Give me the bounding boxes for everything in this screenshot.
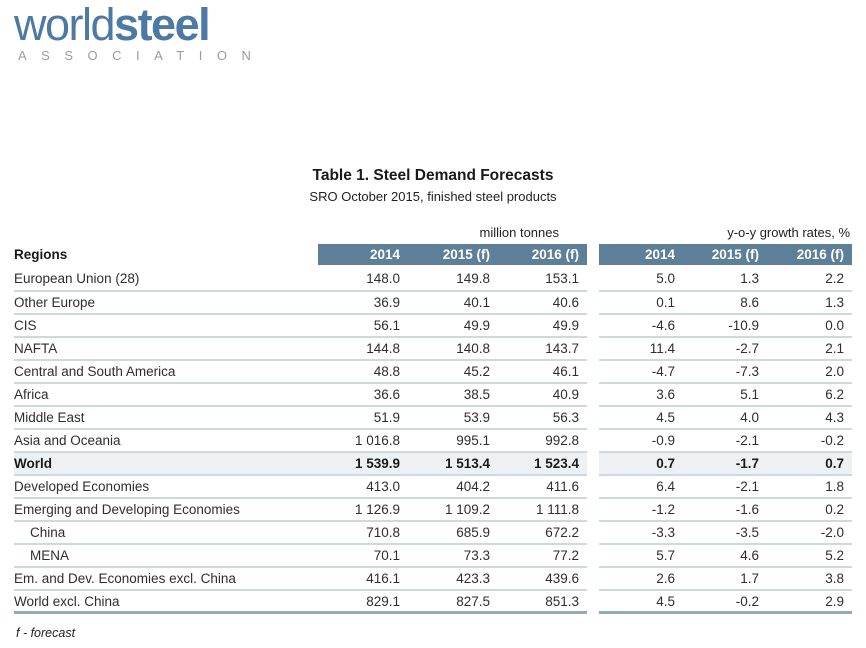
tonnes-value-cell: 51.9 [318, 407, 408, 430]
tonnes-value-cell: 1 109.2 [408, 499, 498, 522]
region-cell: MENA [14, 545, 318, 568]
growth-value-cell: 4.6 [683, 545, 767, 568]
logo-association-text: ASSOCIATION [18, 48, 266, 63]
growth-value-cell: 0.7 [599, 453, 683, 476]
tonnes-value-cell: 827.5 [408, 591, 498, 614]
tonnes-value-cell: 49.9 [498, 315, 587, 338]
tonnes-value-cell: 1 539.9 [318, 453, 408, 476]
region-cell: World excl. China [14, 591, 318, 614]
table-row [14, 265, 852, 292]
gap-cell [587, 223, 599, 244]
growth-value-cell: -1.7 [683, 453, 767, 476]
col-header-tonnes-2016f: 2016 (f) [498, 244, 587, 265]
tonnes-value-cell: 38.5 [408, 384, 498, 407]
logo-wordmark [14, 0, 265, 50]
col-header-growth-2016f: 2016 (f) [767, 244, 852, 265]
tonnes-value-cell: 148.0 [318, 265, 408, 292]
gap-cell [587, 244, 599, 265]
growth-value-cell: 0.1 [599, 292, 683, 315]
tonnes-value-cell: 49.9 [408, 315, 498, 338]
growth-value-cell: -1.6 [683, 499, 767, 522]
table-row [14, 568, 852, 591]
gap-cell [587, 499, 599, 522]
table-row [14, 407, 852, 430]
region-cell: Em. and Dev. Economies excl. China [14, 568, 318, 591]
tonnes-value-cell: 56.3 [498, 407, 587, 430]
tonnes-value-cell: 1 126.9 [318, 499, 408, 522]
tonnes-value-cell: 1 016.8 [318, 430, 408, 453]
col-header-tonnes-2015f: 2015 (f) [408, 244, 498, 265]
growth-value-cell: 3.6 [599, 384, 683, 407]
tonnes-value-cell: 672.2 [498, 522, 587, 545]
region-cell: Developed Economies [14, 476, 318, 499]
tonnes-value-cell: 40.1 [408, 292, 498, 315]
growth-value-cell: -1.2 [599, 499, 683, 522]
table-row [14, 522, 852, 545]
region-cell: Africa [14, 384, 318, 407]
growth-value-cell: 5.2 [767, 545, 852, 568]
region-cell: Central and South America [14, 361, 318, 384]
table-title: Table 1. Steel Demand Forecasts [312, 167, 554, 184]
table-row [14, 499, 852, 522]
region-cell: European Union (28) [14, 265, 318, 292]
spacer-cell [14, 223, 318, 244]
table-row [14, 430, 852, 453]
logo-word-steel: steel [114, 0, 210, 50]
col-header-growth-2014: 2014 [599, 244, 683, 265]
gap-cell [587, 522, 599, 545]
growth-value-cell: 2.1 [767, 338, 852, 361]
unit-label-growth-rates: y-o-y growth rates, % [727, 225, 851, 240]
tonnes-value-cell: 70.1 [318, 545, 408, 568]
tonnes-value-cell: 40.9 [498, 384, 587, 407]
tonnes-value-cell: 1 523.4 [498, 453, 587, 476]
tonnes-value-cell: 710.8 [318, 522, 408, 545]
gap-cell [587, 315, 599, 338]
growth-value-cell: 4.0 [683, 407, 767, 430]
region-cell: NAFTA [14, 338, 318, 361]
table-row [14, 338, 852, 361]
table-row [14, 315, 852, 338]
growth-value-cell: -2.0 [767, 522, 852, 545]
tonnes-value-cell: 48.8 [318, 361, 408, 384]
growth-value-cell: -2.1 [683, 476, 767, 499]
column-header-row [14, 244, 852, 265]
table-row [14, 361, 852, 384]
tonnes-value-cell: 992.8 [498, 430, 587, 453]
gap-cell [587, 407, 599, 430]
growth-value-cell: 6.2 [767, 384, 852, 407]
growth-value-cell: 8.6 [683, 292, 767, 315]
col-header-tonnes-2014: 2014 [318, 244, 408, 265]
growth-value-cell: -0.9 [599, 430, 683, 453]
region-cell: China [14, 522, 318, 545]
growth-value-cell: 1.7 [683, 568, 767, 591]
tonnes-value-cell: 144.8 [318, 338, 408, 361]
tonnes-value-cell: 73.3 [408, 545, 498, 568]
logo-word-world: world [14, 0, 115, 50]
growth-value-cell: -0.2 [683, 591, 767, 614]
growth-value-cell: 11.4 [599, 338, 683, 361]
tonnes-value-cell: 46.1 [498, 361, 587, 384]
growth-value-cell: 2.9 [767, 591, 852, 614]
growth-value-cell: -4.7 [599, 361, 683, 384]
growth-value-cell: 0.2 [767, 499, 852, 522]
growth-value-cell: 1.8 [767, 476, 852, 499]
growth-value-cell: -3.3 [599, 522, 683, 545]
tonnes-value-cell: 36.6 [318, 384, 408, 407]
tonnes-value-cell: 36.9 [318, 292, 408, 315]
gap-cell [587, 265, 599, 292]
growth-value-cell: -2.1 [683, 430, 767, 453]
tonnes-value-cell: 143.7 [498, 338, 587, 361]
tonnes-value-cell: 413.0 [318, 476, 408, 499]
gap-cell [587, 292, 599, 315]
growth-value-cell: 6.4 [599, 476, 683, 499]
tonnes-value-cell: 1 513.4 [408, 453, 498, 476]
region-cell: CIS [14, 315, 318, 338]
growth-value-cell: 1.3 [767, 292, 852, 315]
growth-value-cell: 0.0 [767, 315, 852, 338]
growth-value-cell: 4.3 [767, 407, 852, 430]
unit-header-row [14, 223, 852, 244]
region-cell: Other Europe [14, 292, 318, 315]
table-body [14, 265, 852, 614]
growth-value-cell: -2.7 [683, 338, 767, 361]
growth-value-cell: -0.2 [767, 430, 852, 453]
growth-value-cell: 2.6 [599, 568, 683, 591]
region-cell: Emerging and Developing Economies [14, 499, 318, 522]
region-cell: World [14, 453, 318, 476]
gap-cell [587, 453, 599, 476]
table-row [14, 292, 852, 315]
regions-header: Regions [14, 244, 318, 265]
tonnes-value-cell: 423.3 [408, 568, 498, 591]
worldsteel-logo [14, 2, 265, 63]
growth-value-cell: -4.6 [599, 315, 683, 338]
title-block [14, 167, 852, 204]
gap-cell [587, 361, 599, 384]
region-cell: Middle East [14, 407, 318, 430]
forecast-footnote: f - forecast [16, 626, 76, 640]
gap-cell [587, 545, 599, 568]
tonnes-value-cell: 829.1 [318, 591, 408, 614]
growth-value-cell: 2.0 [767, 361, 852, 384]
gap-cell [587, 430, 599, 453]
col-header-growth-2015f: 2015 (f) [683, 244, 767, 265]
growth-value-cell: 1.3 [683, 265, 767, 292]
growth-value-cell: 5.7 [599, 545, 683, 568]
growth-value-cell: 4.5 [599, 591, 683, 614]
steel-demand-table [14, 223, 852, 614]
table-row [14, 384, 852, 407]
tonnes-value-cell: 140.8 [408, 338, 498, 361]
growth-value-cell: -10.9 [683, 315, 767, 338]
tonnes-value-cell: 40.6 [498, 292, 587, 315]
tonnes-value-cell: 77.2 [498, 545, 587, 568]
unit-label-million-tonnes: million tonnes [479, 225, 560, 240]
growth-value-cell: -7.3 [683, 361, 767, 384]
growth-value-cell: 2.2 [767, 265, 852, 292]
tonnes-value-cell: 411.6 [498, 476, 587, 499]
table-row [14, 591, 852, 614]
growth-value-cell: 3.8 [767, 568, 852, 591]
tonnes-value-cell: 153.1 [498, 265, 587, 292]
gap-cell [587, 338, 599, 361]
gap-cell [587, 568, 599, 591]
gap-cell [587, 384, 599, 407]
tonnes-value-cell: 416.1 [318, 568, 408, 591]
growth-value-cell: 0.7 [767, 453, 852, 476]
tonnes-value-cell: 53.9 [408, 407, 498, 430]
region-cell: Asia and Oceania [14, 430, 318, 453]
tonnes-value-cell: 149.8 [408, 265, 498, 292]
tonnes-value-cell: 851.3 [498, 591, 587, 614]
growth-value-cell: 5.0 [599, 265, 683, 292]
tonnes-value-cell: 404.2 [408, 476, 498, 499]
growth-value-cell: 5.1 [683, 384, 767, 407]
growth-value-cell: -3.5 [683, 522, 767, 545]
gap-cell [587, 476, 599, 499]
tonnes-value-cell: 685.9 [408, 522, 498, 545]
tonnes-value-cell: 45.2 [408, 361, 498, 384]
tonnes-value-cell: 1 111.8 [498, 499, 587, 522]
table-row [14, 545, 852, 568]
tonnes-value-cell: 995.1 [408, 430, 498, 453]
table-subtitle: SRO October 2015, finished steel products [309, 189, 557, 204]
table-row [14, 476, 852, 499]
table-row [14, 453, 852, 476]
tonnes-value-cell: 439.6 [498, 568, 587, 591]
tonnes-value-cell: 56.1 [318, 315, 408, 338]
gap-cell [587, 591, 599, 614]
growth-value-cell: 4.5 [599, 407, 683, 430]
